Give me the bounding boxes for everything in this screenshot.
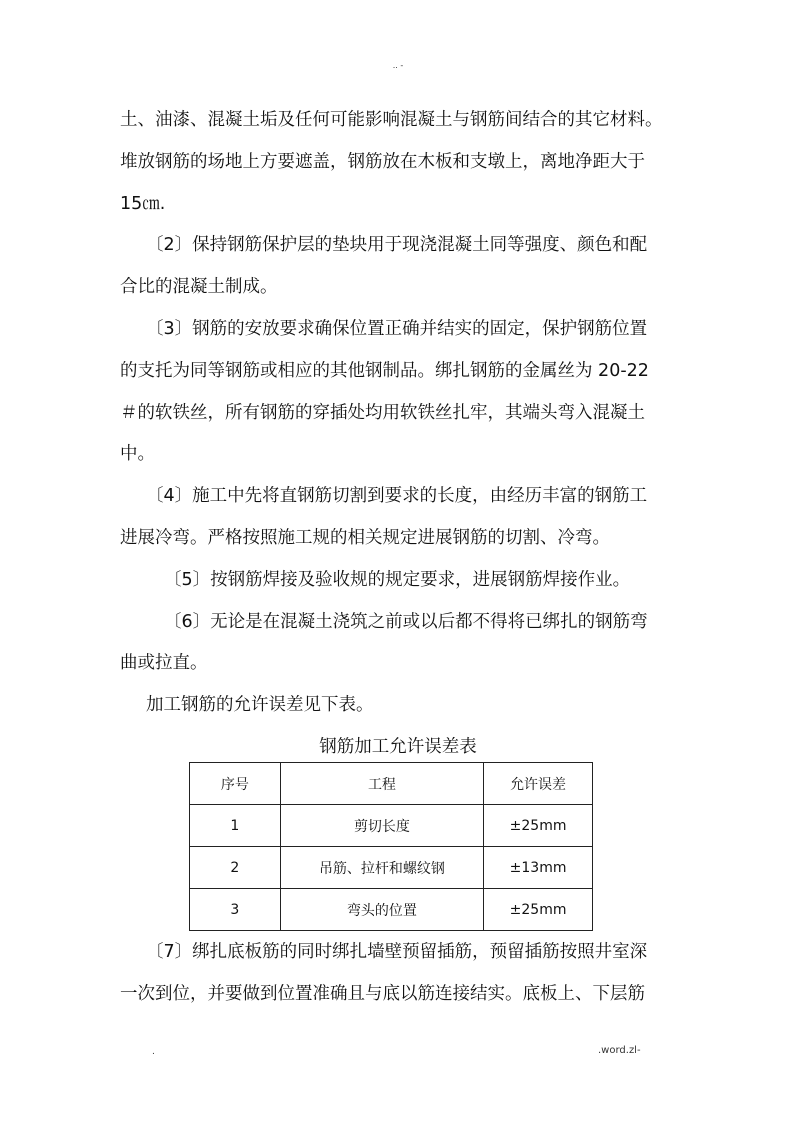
tolerance-table: [189, 762, 593, 931]
table-cell: ±25mm: [484, 805, 593, 847]
paragraph-line: 的支托为同等钢筋或相应的其他钢制品。绑扎钢筋的金属丝为 20-22: [120, 360, 649, 381]
paragraph-line: 〔7〕绑扎底板筋的同时绑扎墙壁预留插筋，预留插筋按照井室深: [146, 942, 648, 962]
paragraph-line: 中。: [120, 444, 155, 465]
body-text: [120, 100, 676, 769]
paragraph-line: 15㎝.: [120, 193, 166, 214]
paragraph-line: 〔5〕按钢筋焊接及验收规的规定要求，进展钢筋焊接作业。: [164, 569, 631, 590]
paragraph-line: 〔2〕保持钢筋保护层的垫块用于现浇混凝土同等强度、颜色和配: [146, 235, 648, 256]
table-cell: 3: [190, 889, 281, 931]
table-header-cell: 允许误差: [484, 763, 593, 805]
table-row: [190, 847, 593, 889]
table-cell: 剪切长度: [280, 805, 483, 847]
paragraph-line: 〔4〕施工中先将直钢筋切割到要求的长度，由经历丰富的钢筋工: [146, 486, 648, 507]
paragraph-line: 加工钢筋的允许误差见下表。: [146, 695, 374, 716]
table-cell: 1: [190, 805, 281, 847]
paragraph-line: 〔6〕无论是在混凝土浇筑之前或以后都不得将已绑扎的钢筋弯: [164, 611, 648, 632]
paragraph-line: 合比的混凝土制成。: [120, 277, 278, 298]
footer-left: .: [152, 1047, 155, 1057]
paragraph-line: 曲或拉直。: [120, 653, 208, 674]
table-row: [190, 805, 593, 847]
paragraph-line: 堆放钢筋的场地上方要遮盖，钢筋放在木板和支墩上，离地净距大于: [120, 151, 645, 172]
table-row: [190, 889, 593, 931]
body-text-continued: [120, 932, 676, 1016]
table-header-cell: 序号: [190, 763, 281, 805]
paragraph-line: 进展冷弯。严格按照施工规的相关规定进展钢筋的切割、冷弯。: [120, 527, 610, 548]
table-cell: ±13mm: [484, 847, 593, 889]
header-mark: .. -: [392, 61, 404, 70]
table-cell: 吊筋、拉杆和螺纹钢: [280, 847, 483, 889]
paragraph-line: 〔3〕钢筋的安放要求确保位置正确并结实的固定，保护钢筋位置: [146, 318, 648, 339]
table-cell: ±25mm: [484, 889, 593, 931]
table-caption: 钢筋加工允许误差表: [319, 736, 477, 757]
paragraph-line: 一次到位，并要做到位置准确且与底以筋连接结实。底板上、下层筋: [120, 983, 645, 1004]
paragraph-line: ＃的软铁丝，所有钢筋的穿插处均用软铁丝扎牢，其端头弯入混凝土: [120, 402, 645, 423]
footer-right: .word.zl-: [598, 1045, 641, 1056]
table-header-row: [190, 763, 593, 805]
table-header-cell: 工程: [280, 763, 483, 805]
table-cell: 弯头的位置: [280, 889, 483, 931]
paragraph-line: 土、油漆、混凝土垢及任何可能影响混凝土与钢筋间结合的其它材料。: [120, 110, 663, 130]
table-cell: 2: [190, 847, 281, 889]
